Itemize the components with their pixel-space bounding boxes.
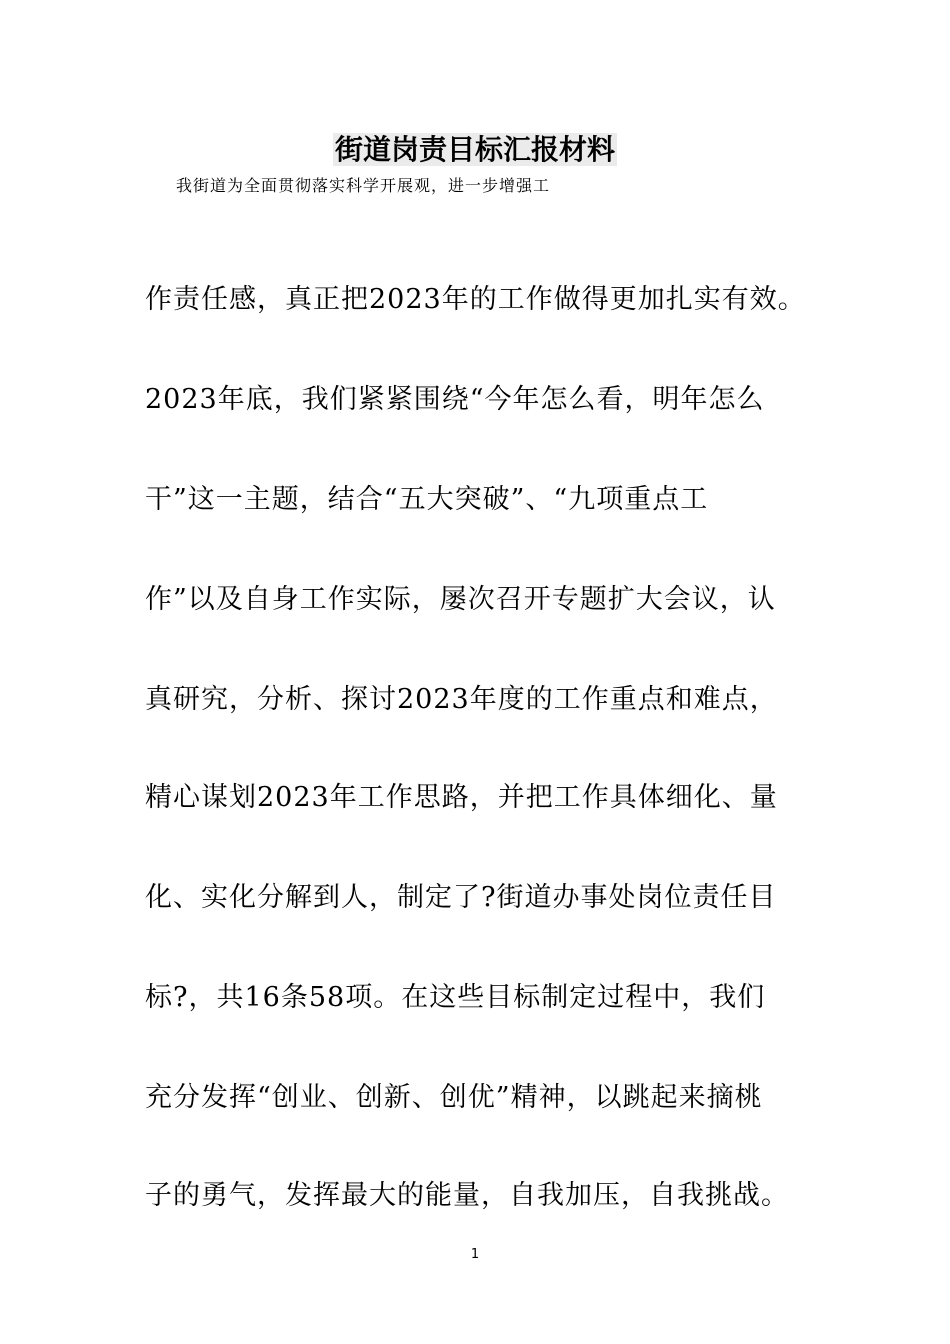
page-number: 1 [470, 1247, 480, 1262]
body-line-7: 精心谋划2023年工作思路，并把工作具体细化、量 [145, 782, 778, 813]
document-title-text: 街道岗责目标汇报材料 [334, 133, 615, 166]
body-line-6: 真研究，分析、探讨2023年度的工作重点和难点， [145, 684, 778, 715]
body-line-5: 作”以及自身工作实际，屡次召开专题扩大会议，认 [145, 584, 776, 615]
body-line-4: 干”这一主题，结合“五大突破”、“九项重点工 [145, 484, 709, 515]
body-line-8: 化、实化分解到人，制定了?街道办事处岗位责任目 [145, 882, 777, 913]
body-line-11: 子的勇气，发挥最大的能量，自我加压，自我挑战。 [145, 1180, 789, 1211]
body-line-10: 充分发挥“创业、创新、创优”精神，以跳起来摘桃 [145, 1082, 763, 1113]
body-line-3: 2023年底，我们紧紧围绕“今年怎么看，明年怎么 [145, 384, 765, 415]
body-line-9: 标?，共16条58项。在这些目标制定过程中，我们 [145, 982, 766, 1013]
body-line-2: 作责任感，真正把2023年的工作做得更加扎实有效。 [145, 284, 806, 315]
body-line-1: 我街道为全面贯彻落实科学开展观，进一步增强工 [176, 176, 551, 195]
